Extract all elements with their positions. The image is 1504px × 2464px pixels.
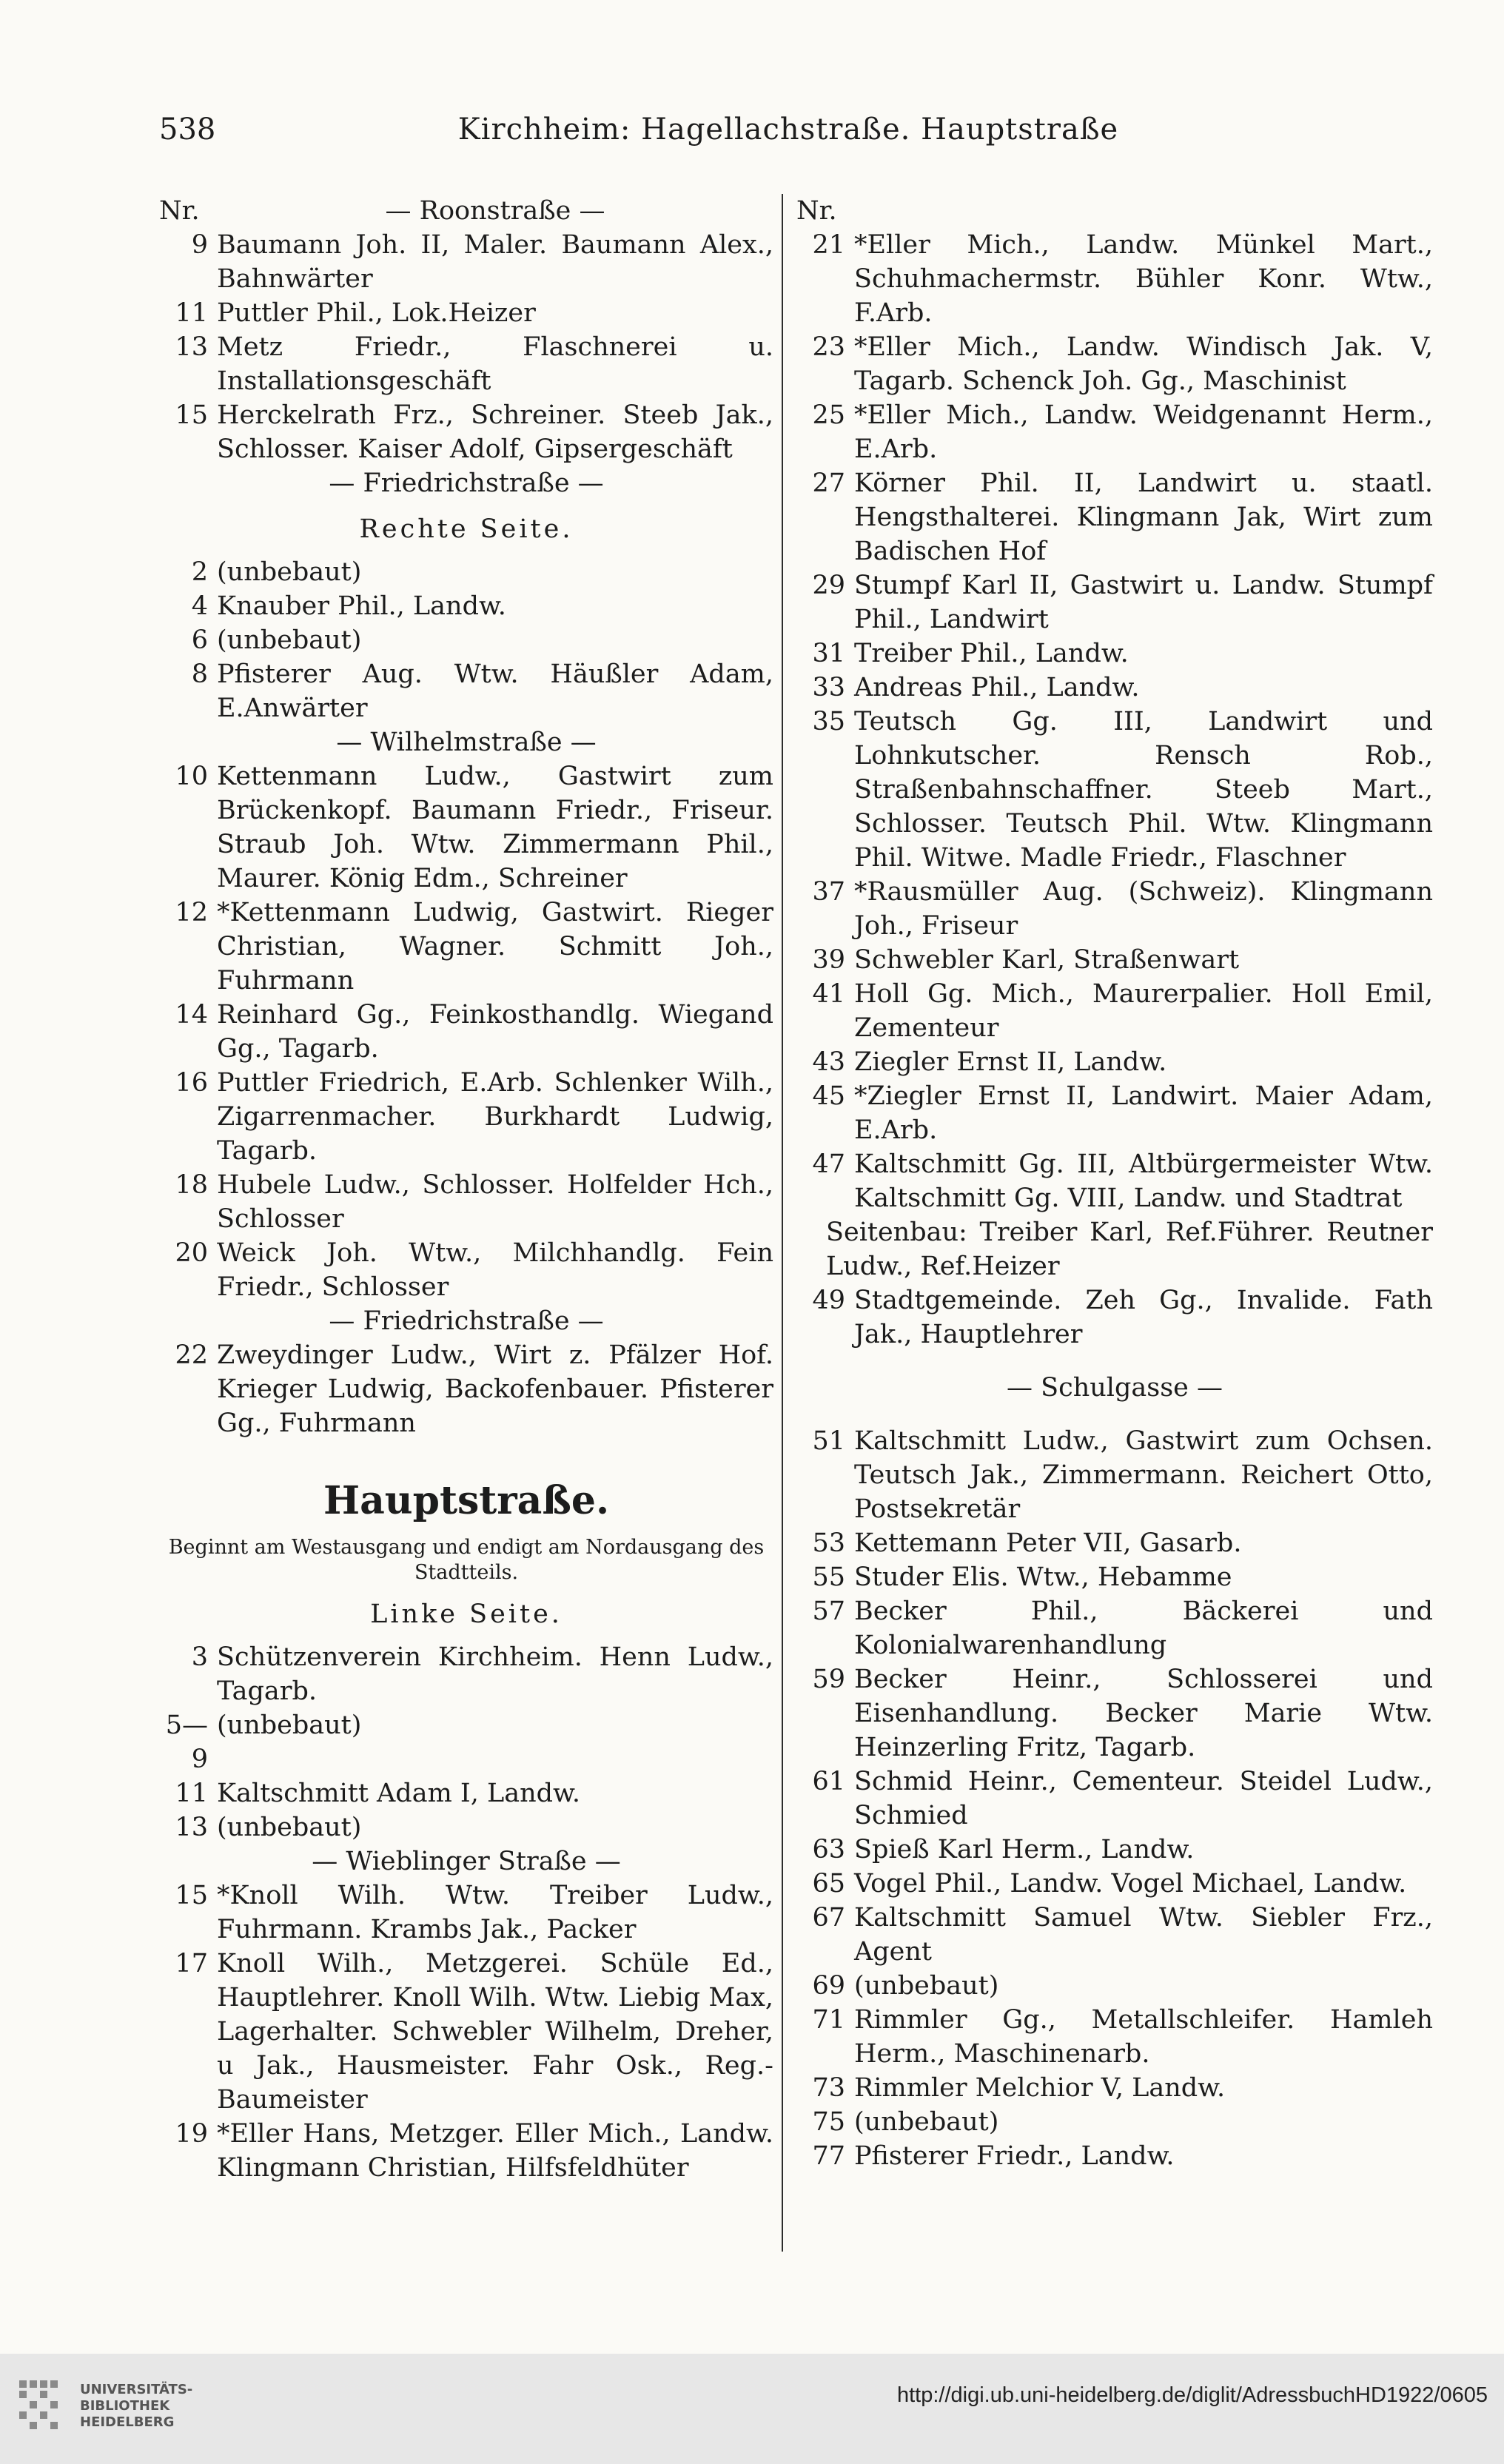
address-entry [796, 1901, 1433, 1969]
residents: Ziegler Ernst II, Landw. [854, 1047, 1167, 1077]
house-number: 11 [175, 1779, 208, 1808]
page-number: 538 [159, 113, 216, 147]
residents: *Eller Mich., Landw. Windisch Jak. V, Tagarb. Schenck Joh. Gg., Maschinist [854, 332, 1433, 396]
residents: Baumann Joh. II, Maler. Baumann Alex., Bahnwärter [217, 230, 773, 294]
address-entry [159, 998, 773, 1066]
house-number: 69 [812, 1971, 845, 2001]
address-entry [159, 1168, 773, 1236]
address-entry [796, 1867, 1433, 1901]
right-column [796, 194, 1433, 2173]
column-heading [796, 194, 1433, 228]
house-number: 5—9 [165, 1711, 208, 1774]
address-entry [796, 1560, 1433, 1594]
address-entry [159, 398, 773, 466]
nr-heading: Nr. [796, 196, 837, 226]
house-number: 31 [812, 639, 845, 668]
house-number: 2 [191, 557, 208, 587]
house-number: 12 [175, 898, 208, 927]
house-number: 47 [812, 1149, 845, 1179]
cross-street: — Schulgasse — [1006, 1373, 1223, 1403]
house-number: 49 [812, 1286, 845, 1315]
residents: Reinhard Gg., Feinkosthandlg. Wiegand Gg., Tagarb. [217, 1000, 773, 1064]
residents: Zweydinger Ludw., Wirt z. Pfälzer Hof. Krieger Ludwig, Backofenbauer. Pfisterer Gg., Fuhrmann [217, 1340, 773, 1438]
house-number: 45 [812, 1081, 845, 1111]
side-heading: Linke Seite. [370, 1599, 563, 1629]
house-number: 65 [812, 1869, 845, 1899]
residents: Knoll Wilh., Metzgerei. Schüle Ed., Hauptlehrer. Knoll Wilh. Wtw. Liebig Max, Lagerhalter. Schwebler Wilhelm, Dreher, u Jak., Hausmeister. Fahr Osk., Reg.-Baumeister [217, 1949, 773, 2115]
house-number: 10 [175, 762, 208, 791]
residents: Puttler Phil., Lok.Heizer [217, 298, 536, 328]
address-entry [159, 2117, 773, 2185]
address-entry [796, 705, 1433, 875]
address-entry [159, 228, 773, 296]
address-entry [159, 1066, 773, 1168]
address-entry [796, 1147, 1433, 1215]
house-number: 21 [812, 230, 845, 260]
residents: Teutsch Gg. III, Landwirt und Lohnkutscher. Rensch Rob., Straßenbahnschaffner. Steeb Mart., Schlosser. Teutsch Phil. Wtw. Klingmann Phil. Witwe. Madle Friedr., Flaschner [854, 707, 1433, 873]
running-head: Kirchheim: Hagellachstraße. Hauptstraße [457, 113, 1119, 147]
address-entry [796, 1662, 1433, 1765]
residents: Becker Phil., Bäckerei und Kolonialwarenhandlung [854, 1597, 1433, 1660]
address-entry [796, 1079, 1433, 1147]
house-number: 27 [812, 469, 845, 498]
library-logo-text: UNIVERSITÄTS- BIBLIOTHEK HEIDELBERG [80, 2382, 193, 2430]
residents: Schwebler Karl, Straßenwart [854, 945, 1240, 975]
residents: *Ziegler Ernst II, Landwirt. Maier Adam, E.Arb. [854, 1081, 1433, 1145]
residents: Schmid Heinr., Cementeur. Steidel Ludw., Schmied [854, 1767, 1433, 1830]
address-entry [796, 568, 1433, 637]
house-number: 41 [812, 979, 845, 1009]
column-divider [782, 194, 783, 2252]
house-number: 63 [812, 1835, 845, 1864]
address-entry [796, 1045, 1433, 1079]
address-entry [796, 228, 1433, 330]
residents: Herckelrath Frz., Schreiner. Steeb Jak., Schlosser. Kaiser Adolf, Gipsergeschäft [217, 400, 773, 464]
residents: (unbebaut) [854, 2107, 999, 2137]
residents: Vogel Phil., Landw. Vogel Michael, Landw. [854, 1869, 1407, 1899]
address-entry [159, 330, 773, 398]
residents: Kettemann Peter VII, Gasarb. [854, 1528, 1242, 1558]
residents: Puttler Friedrich, E.Arb. Schlenker Wilh., Zigarrenmacher. Burkhardt Ludwig, Tagarb. [217, 1068, 773, 1166]
residents: Weick Joh. Wtw., Milchhandlg. Fein Friedr., Schlosser [217, 1238, 773, 1302]
residents: Kaltschmitt Ludw., Gastwirt zum Ochsen. Teutsch Jak., Zimmermann. Reichert Otto, Postsekretär [854, 1426, 1433, 1524]
house-number: 61 [812, 1767, 845, 1796]
house-number: 75 [812, 2107, 845, 2137]
residents: Treiber Phil., Landw. [854, 639, 1129, 668]
address-entry [159, 1708, 773, 1776]
house-number: 13 [175, 332, 208, 362]
house-number: 14 [175, 1000, 208, 1030]
address-entry [159, 1776, 773, 1810]
house-number: 22 [175, 1340, 208, 1370]
house-number: 6 [191, 625, 208, 655]
side-building-note: Seitenbau: Treiber Karl, Ref.Führer. Reutner Ludw., Ref.Heizer [826, 1218, 1433, 1281]
address-entry [159, 759, 773, 896]
nr-heading: Nr. [159, 196, 200, 226]
cross-street: — Roonstraße — [385, 196, 605, 226]
address-entry [159, 589, 773, 623]
address-entry [796, 943, 1433, 977]
residents: (unbebaut) [217, 625, 362, 655]
house-number: 37 [812, 877, 845, 907]
street-description: Beginnt am Westausgang und endigt am Nordausgang des Stadtteils. [168, 1536, 765, 1584]
viewer-footer [0, 2354, 1504, 2464]
address-entry [796, 671, 1433, 705]
house-number: 9 [191, 230, 208, 260]
house-number: 25 [812, 400, 845, 430]
address-entry [159, 1810, 773, 1844]
cross-street: — Wilhelmstraße — [336, 728, 597, 757]
address-entry [796, 2105, 1433, 2139]
cross-street: — Wieblinger Straße — [312, 1847, 621, 1876]
house-number: 77 [812, 2141, 845, 2171]
address-entry [159, 1236, 773, 1304]
house-number: 11 [175, 298, 208, 328]
residents: *Rausmüller Aug. (Schweiz). Klingmann Joh., Friseur [854, 877, 1433, 941]
house-number: 73 [812, 2073, 845, 2103]
left-column [159, 194, 773, 2185]
address-entry [159, 623, 773, 657]
residents: Holl Gg. Mich., Maurerpalier. Holl Emil, Zementeur [854, 979, 1433, 1043]
residents: Stumpf Karl II, Gastwirt u. Landw. Stumpf Phil., Landwirt [854, 571, 1433, 634]
address-entry [796, 1424, 1433, 1526]
residents: *Kettenmann Ludwig, Gastwirt. Rieger Christian, Wagner. Schmitt Joh., Fuhrmann [217, 898, 773, 996]
house-number: 59 [812, 1665, 845, 1694]
address-entry [159, 657, 773, 725]
residents: Spieß Karl Herm., Landw. [854, 1835, 1195, 1864]
address-entry [159, 296, 773, 330]
address-entry [796, 1833, 1433, 1867]
residents: (unbebaut) [217, 1711, 362, 1740]
address-entry [796, 875, 1433, 943]
address-entry [796, 2071, 1433, 2105]
residents: Hubele Ludw., Schlosser. Holfelder Hch., Schlosser [217, 1170, 773, 1234]
source-url-link[interactable]: http://digi.ub.uni-heidelberg.de/diglit/AdressbuchHD1922/0605 [896, 2383, 1488, 2407]
house-number: 57 [812, 1597, 845, 1626]
address-entry [796, 2003, 1433, 2071]
address-entry [796, 2139, 1433, 2173]
house-number: 3 [191, 1642, 208, 1672]
address-entry [796, 1594, 1433, 1662]
cross-street: — Friedrichstraße — [329, 469, 604, 498]
residents: Pfisterer Aug. Wtw. Häußler Adam, E.Anwärter [217, 659, 773, 723]
residents: *Eller Mich., Landw. Münkel Mart., Schuhmachermstr. Bühler Konr. Wtw., F.Arb. [854, 230, 1433, 328]
house-number: 43 [812, 1047, 845, 1077]
street-title: Hauptstraße. [323, 1478, 610, 1523]
residents: Pfisterer Friedr., Landw. [854, 2141, 1175, 2171]
residents: Knauber Phil., Landw. [217, 591, 506, 621]
house-number: 8 [191, 659, 208, 689]
address-entry [159, 1879, 773, 1947]
residents: Körner Phil. II, Landwirt u. staatl. Hengsthalterei. Klingmann Jak, Wirt zum Badischen Hof [854, 469, 1433, 566]
house-number: 67 [812, 1903, 845, 1933]
house-number: 15 [175, 400, 208, 430]
page-header [159, 107, 1417, 152]
house-number: 35 [812, 707, 845, 736]
residents: Schützenverein Kirchheim. Henn Ludw., Tagarb. [217, 1642, 773, 1706]
residents: *Eller Mich., Landw. Weidgenannt Herm., E.Arb. [854, 400, 1433, 464]
residents: *Eller Hans, Metzger. Eller Mich., Landw. Klingmann Christian, Hilfsfeldhüter [217, 2119, 773, 2183]
address-entry [159, 1338, 773, 1440]
house-number: 51 [812, 1426, 845, 1456]
address-entry [159, 555, 773, 589]
address-entry [796, 466, 1433, 568]
house-number: 39 [812, 945, 845, 975]
house-number: 19 [175, 2119, 208, 2149]
library-seal-icon [16, 2376, 68, 2435]
residents: Metz Friedr., Flaschnerei u. Installationsgeschäft [217, 332, 773, 396]
residents: Andreas Phil., Landw. [854, 673, 1140, 702]
house-number: 15 [175, 1881, 208, 1910]
residents: Kaltschmitt Adam I, Landw. [217, 1779, 580, 1808]
address-entry [796, 1969, 1433, 2003]
house-number: 4 [191, 591, 208, 621]
residents: *Knoll Wilh. Wtw. Treiber Ludw., Fuhrmann. Krambs Jak., Packer [217, 1881, 773, 1944]
address-entry [796, 1765, 1433, 1833]
cross-street: — Friedrichstraße — [329, 1306, 604, 1336]
house-number: 55 [812, 1562, 845, 1592]
column-heading [159, 194, 773, 228]
residents: Rimmler Melchior V, Landw. [854, 2073, 1226, 2103]
residents: (unbebaut) [854, 1971, 999, 2001]
address-entry [796, 330, 1433, 398]
house-number: 23 [812, 332, 845, 362]
address-entry [159, 1947, 773, 2117]
address-entry [159, 896, 773, 998]
house-number: 20 [175, 1238, 208, 1268]
house-number: 71 [812, 2005, 845, 2035]
house-number: 16 [175, 1068, 208, 1098]
house-number: 17 [175, 1949, 208, 1978]
address-entry [796, 1283, 1433, 1352]
residents: (unbebaut) [217, 557, 362, 587]
residents: Rimmler Gg., Metallschleifer. Hamleh Herm., Maschinenarb. [854, 2005, 1433, 2069]
residents: Studer Elis. Wtw., Hebamme [854, 1562, 1232, 1592]
address-entry [159, 1640, 773, 1708]
house-number: 53 [812, 1528, 845, 1558]
residents: Kaltschmitt Samuel Wtw. Siebler Frz., Agent [854, 1903, 1433, 1967]
house-number: 13 [175, 1813, 208, 1842]
residents: Kettenmann Ludw., Gastwirt zum Brückenkopf. Baumann Friedr., Friseur. Straub Joh. Wtw. Zimmermann Phil., Maurer. König Edm., Schreiner [217, 762, 773, 893]
residents: Stadtgemeinde. Zeh Gg., Invalide. Fath Jak., Hauptlehrer [854, 1286, 1433, 1349]
address-entry [796, 637, 1433, 671]
residents: (unbebaut) [217, 1813, 362, 1842]
address-entry [796, 398, 1433, 466]
residents: Becker Heinr., Schlosserei und Eisenhandlung. Becker Marie Wtw. Heinzerling Fritz, Tagarb. [854, 1665, 1433, 1762]
address-entry [796, 977, 1433, 1045]
address-entry [796, 1526, 1433, 1560]
residents: Kaltschmitt Gg. III, Altbürgermeister Wtw. Kaltschmitt Gg. VIII, Landw. und Stadtrat [854, 1149, 1433, 1213]
house-number: 29 [812, 571, 845, 600]
house-number: 33 [812, 673, 845, 702]
side-heading: Rechte Seite. [359, 514, 574, 544]
house-number: 18 [175, 1170, 208, 1200]
